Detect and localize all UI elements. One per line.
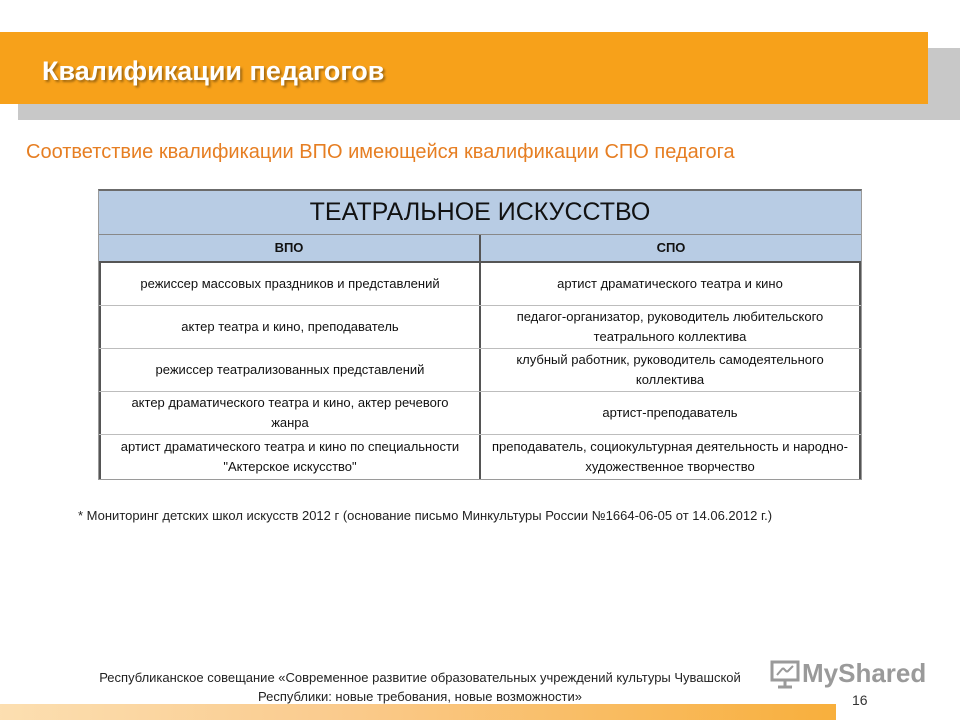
slide-title: Квалификации педагогов bbox=[42, 56, 385, 86]
table-cell-vpo: артист драматического театра и кино по специальности "Актерское искусство" bbox=[99, 435, 481, 479]
footer-line-2: Республики: новые требования, новые возможности» bbox=[258, 689, 582, 704]
table-cell-vpo: режиссер театрализованных представлений bbox=[99, 349, 481, 391]
table-header-row bbox=[99, 235, 861, 263]
presentation-icon bbox=[768, 656, 802, 690]
table-cell-spo: артист драматического театра и кино bbox=[481, 263, 861, 305]
table-row bbox=[99, 263, 861, 306]
footnote: * Мониторинг детских школ искусств 2012 г (основание письмо Минкультуры России №1664-06-05 от 14.06.2012 г.) bbox=[78, 508, 773, 523]
table-cell-vpo: актер театра и кино, преподаватель bbox=[99, 306, 481, 348]
watermark-logo bbox=[768, 656, 926, 690]
page-number: 16 bbox=[852, 692, 868, 708]
column-header-spo: СПО bbox=[656, 240, 686, 255]
table-row bbox=[99, 349, 861, 392]
table-cell-vpo: актер драматического театра и кино, актер речевого жанра bbox=[99, 392, 481, 434]
table-cell-vpo: режиссер массовых праздников и представлений bbox=[99, 263, 481, 305]
footer-line-1: Республиканское совещание «Современное развитие образовательных учреждений культуры Чувашской bbox=[99, 670, 741, 685]
table-cell-spo: клубный работник, руководитель самодеятельного коллектива bbox=[481, 349, 861, 391]
watermark-text: MyShared bbox=[802, 657, 927, 688]
table-row bbox=[99, 435, 861, 479]
table-title: ТЕАТРАЛЬНОЕ ИСКУССТВО bbox=[99, 191, 861, 235]
table-cell-spo: педагог-организатор, руководитель любительского театрального коллектива bbox=[481, 306, 861, 348]
table-row bbox=[99, 392, 861, 435]
footer-text bbox=[40, 668, 800, 706]
table-cell-spo: преподаватель, социокультурная деятельность и народно-художественное творчество bbox=[481, 435, 861, 479]
table-cell-spo: артист-преподаватель bbox=[481, 392, 861, 434]
slide-subtitle: Соответствие квалификации ВПО имеющейся квалификации СПО педагога bbox=[26, 141, 735, 163]
bottom-stripe bbox=[0, 704, 836, 720]
table-row bbox=[99, 306, 861, 349]
qualification-table bbox=[98, 189, 862, 480]
column-header-vpo: ВПО bbox=[99, 235, 481, 261]
